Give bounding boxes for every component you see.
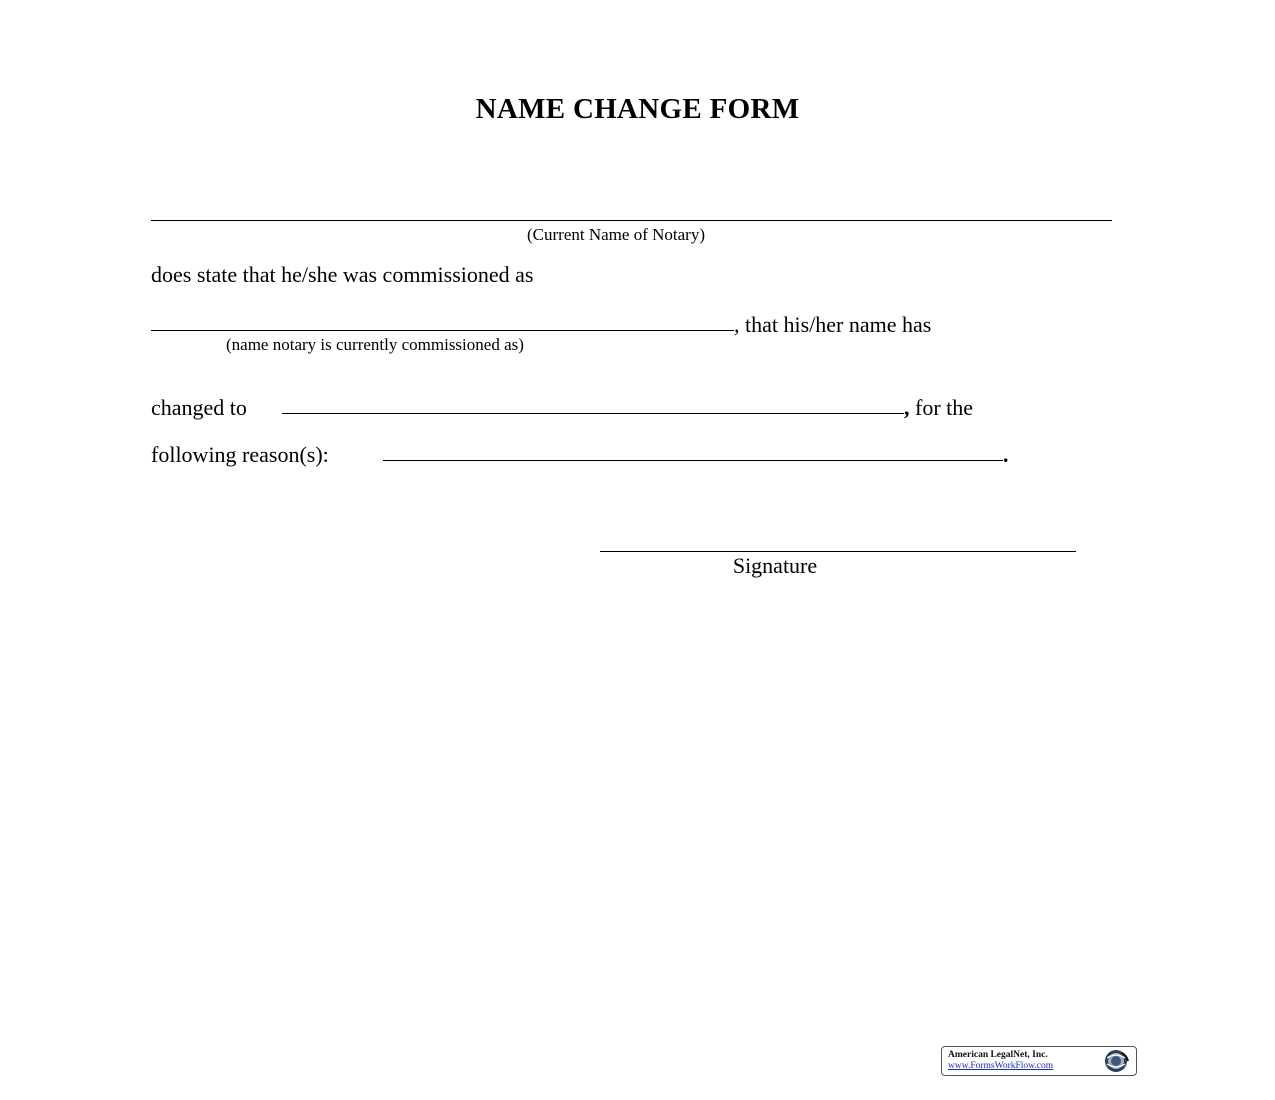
current-name-caption: (Current Name of Notary) [527,225,705,244]
signature-field[interactable] [600,551,1076,552]
footer-company-name: American LegalNet, Inc. [948,1050,1048,1060]
signature-caption: Signature [732,553,818,578]
page-title: NAME CHANGE FORM [475,93,800,125]
statement-line-3-prefix: changed to [151,395,247,420]
statement-line-4-prefix: following reason(s): [151,442,329,467]
commissioned-name-field[interactable] [151,330,734,331]
reasons-field[interactable] [383,460,1003,461]
statement-line-1: does state that he/she was commissioned as [151,262,534,287]
line-3-tail: for the [909,395,974,420]
statement-line-2-suffix: , that his/her name has [734,312,932,337]
globe-logo-icon [1098,1048,1134,1074]
line-3-comma: , [904,395,910,420]
statement-line-3-suffix [904,395,973,421]
footer-logo-box [941,1046,1137,1076]
statement-line-4-suffix: . [1003,442,1009,467]
current-name-field[interactable] [151,220,1112,221]
commissioned-name-caption: (name notary is currently commissioned as) [226,335,524,354]
new-name-field[interactable] [282,413,904,414]
footer-website-link[interactable]: www.FormsWorkFlow.com [948,1061,1054,1071]
